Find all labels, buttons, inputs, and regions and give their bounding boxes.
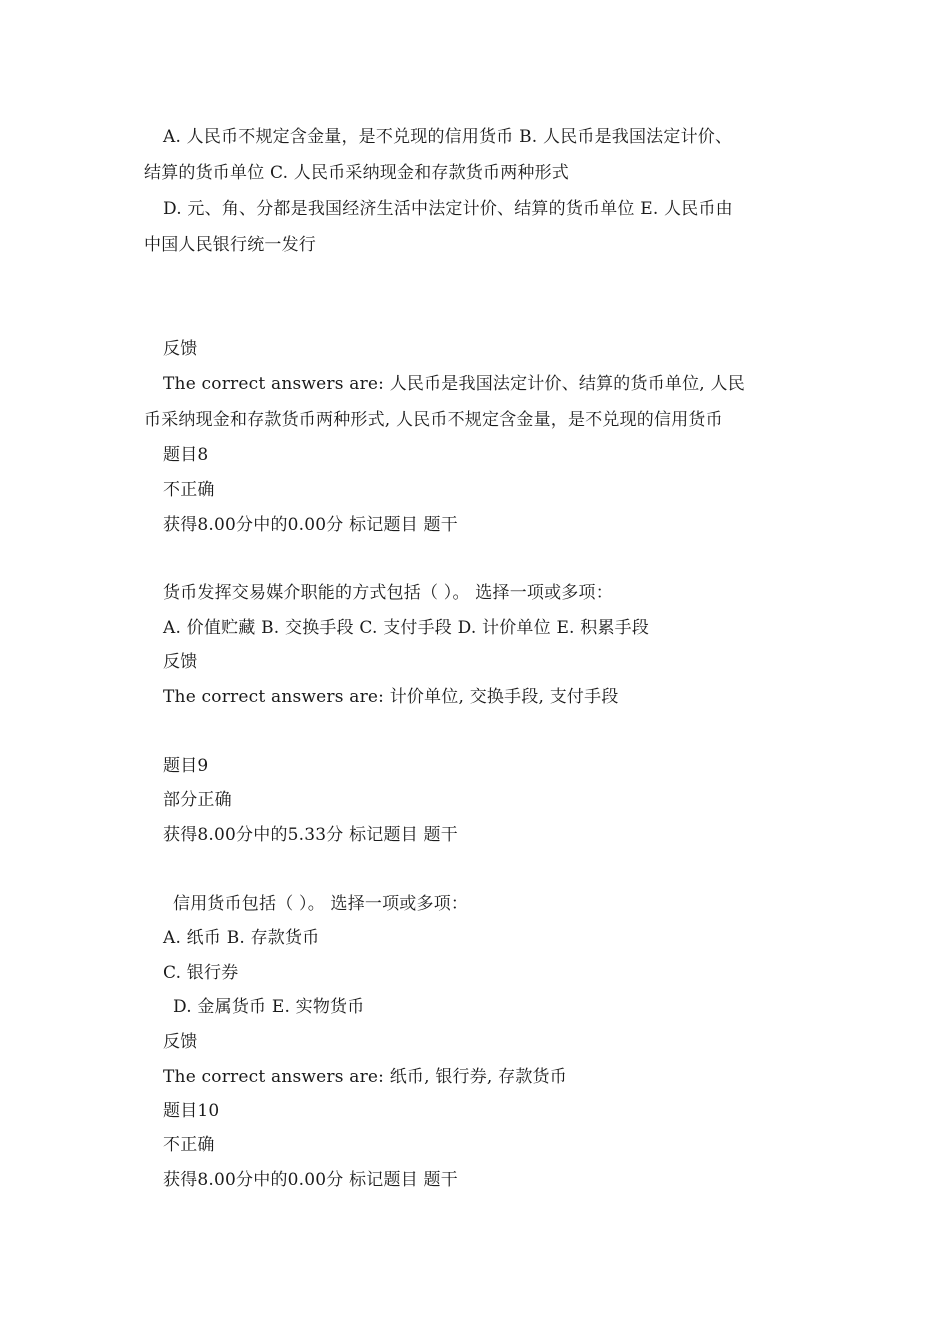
- q7-answer-line-1: The correct answers are: 人民币是我国法定计价、结算的货币单位, 人民: [163, 374, 745, 394]
- q7-options-line-4: 中国人民银行统一发行: [144, 235, 316, 255]
- q8-question: 货币发挥交易媒介职能的方式包括（ ）。 选择一项或多项：: [163, 583, 613, 603]
- q7-answer-line-2: 币采纳现金和存款货币两种形式, 人民币不规定含金量，是不兑现的信用货币: [144, 410, 723, 430]
- q8-status: 不正确: [163, 480, 215, 500]
- q7-options-line-3: D. 元、角、分都是我国经济生活中法定计价、结算的货币单位 E. 人民币由: [163, 199, 733, 219]
- q7-feedback-label: 反馈: [163, 339, 198, 359]
- q8-options: A. 价值贮藏 B. 交换手段 C. 支付手段 D. 计价单位 E. 积累手段: [163, 618, 650, 638]
- q9-answer: The correct answers are: 纸币, 银行券, 存款货币: [163, 1067, 567, 1087]
- q8-score: 获得8.00分中的0.00分 标记题目 题干: [163, 515, 458, 535]
- q9-feedback-label: 反馈: [163, 1032, 198, 1052]
- q9-status: 部分正确: [163, 790, 232, 810]
- q9-score: 获得8.00分中的5.33分 标记题目 题干: [163, 825, 458, 845]
- q9-title: 题目9: [163, 756, 209, 776]
- q10-status: 不正确: [163, 1135, 215, 1155]
- q9-question: 信用货币包括（ ）。 选择一项或多项：: [173, 894, 469, 914]
- q7-options-line-2: 结算的货币单位 C. 人民币采纳现金和存款货币两种形式: [144, 163, 570, 183]
- q10-title: 题目10: [163, 1101, 220, 1121]
- q7-options-line-1: A. 人民币不规定含金量，是不兑现的信用货币 B. 人民币是我国法定计价、: [163, 127, 733, 147]
- q8-feedback-label: 反馈: [163, 652, 198, 672]
- q8-title: 题目8: [163, 445, 209, 465]
- q8-answer: The correct answers are: 计价单位, 交换手段, 支付手段: [163, 687, 619, 707]
- q9-options-line-1: A. 纸币 B. 存款货币: [163, 928, 320, 948]
- q9-options-line-2: C. 银行券: [163, 963, 239, 983]
- q9-options-line-3: D. 金属货币 E. 实物货币: [173, 997, 365, 1017]
- q10-score: 获得8.00分中的0.00分 标记题目 题干: [163, 1170, 458, 1190]
